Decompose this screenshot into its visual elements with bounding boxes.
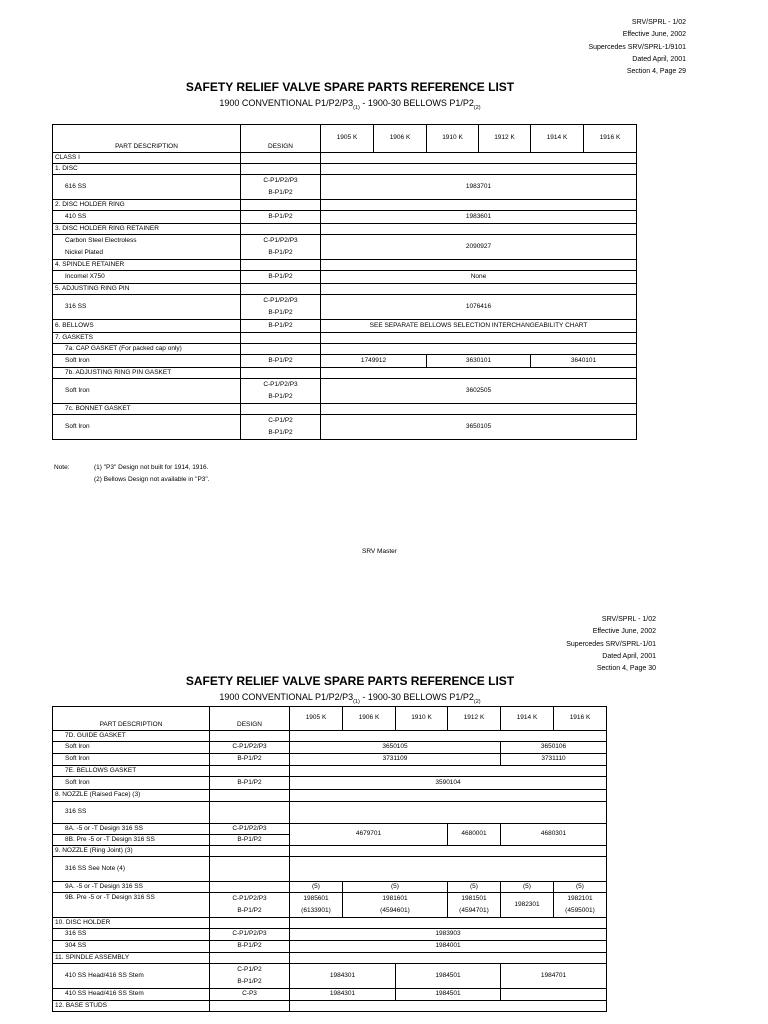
part-number: 1076416 — [321, 295, 637, 320]
material-cell: 316 SS — [53, 802, 210, 824]
material-cell: 316 SS — [53, 295, 241, 320]
part-number: 4679701 — [290, 824, 448, 846]
material-cell: 616 SS — [53, 175, 241, 200]
note-1: (1) "P3" Design not built for 1914, 1916. — [94, 464, 209, 471]
subsection-label: 7b. ADJUSTING RING PIN GASKET — [53, 368, 241, 379]
part-number: (5) — [501, 882, 554, 893]
part-number: 1982101 (4595001) — [554, 893, 607, 918]
part-number: 1985601 (6133901) — [290, 893, 343, 918]
material-cell: Soft Iron — [53, 379, 241, 404]
design-cell: B-P1/P2 — [210, 835, 290, 846]
design-cell: C-P1/P2 B-P1/P2 — [241, 415, 321, 440]
design-cell: C-P1/P2/P3 B-P1/P2 — [241, 175, 321, 200]
design-cell: C-P1/P2/P3 — [210, 742, 290, 754]
col-part-description: PART DESCRIPTION — [53, 125, 241, 153]
col-1910k: 1910 K — [396, 707, 448, 731]
part-number: 4680301 — [501, 824, 607, 846]
parts-table-page2 — [52, 706, 607, 1012]
col-1905k: 1905 K — [290, 707, 343, 731]
design-cell: C-P1/P2 B-P1/P2 — [210, 964, 290, 989]
section-label: 3. DISC HOLDER RING RETAINER — [53, 224, 241, 235]
supercedes: Supercedes SRV/SPRL-1/9101 — [588, 43, 686, 51]
part-number: 3650105 — [290, 742, 501, 754]
page2-header — [566, 614, 656, 675]
design-cell: C-P1/P2/P3 — [210, 929, 290, 941]
subsection-label: 7c. BONNET GASKET — [53, 404, 241, 415]
design-cell: C-P1/P2/P3 — [210, 824, 290, 835]
table-row — [53, 235, 637, 260]
section-label: 2. DISC HOLDER RING — [53, 200, 241, 211]
design-cell: C-P3 — [210, 989, 290, 1001]
design-cell: B-P1/P2 — [241, 211, 321, 224]
col-design: DESIGN — [210, 707, 290, 731]
part-number: 1983701 — [321, 175, 637, 200]
section-label: 7. GASKETS — [53, 333, 241, 344]
part-number: 1984501 — [396, 964, 501, 989]
part-number: 1982301 — [501, 893, 554, 918]
design-cell: B-P1/P2 — [241, 271, 321, 284]
col-1905k: 1905 K — [321, 125, 374, 153]
section-page: Section 4, Page 29 — [626, 68, 686, 76]
part-number: 3731109 — [290, 754, 501, 766]
design-cell: C-P1/P2/P3 B-P1/P2 — [241, 295, 321, 320]
col-design: DESIGN — [241, 125, 321, 153]
part-number: 1983601 — [321, 211, 637, 224]
part-number: 4680001 — [448, 824, 501, 846]
class-label: CLASS I — [53, 153, 241, 164]
table-row — [53, 754, 607, 766]
notes — [94, 462, 210, 485]
design-cell: B-P1/P2 — [210, 941, 290, 953]
part-number: 3640101 — [531, 355, 637, 368]
design-cell: B-P1/P2 — [241, 320, 321, 333]
parts-table-page1 — [52, 124, 637, 440]
part-number: 1981601 (4594601) — [343, 893, 448, 918]
notes-label: Note: — [54, 464, 70, 471]
part-number: 1984301 — [290, 989, 396, 1001]
material-cell: 304 SS — [53, 941, 210, 953]
effective-date: Effective June, 2002 — [592, 628, 656, 636]
col-1906k: 1906 K — [343, 707, 396, 731]
part-number: 1984001 — [290, 941, 607, 953]
col-1906k: 1906 K — [374, 125, 427, 153]
col-1914k: 1914 K — [531, 125, 584, 153]
col-1916k: 1916 K — [554, 707, 607, 731]
table-row — [53, 295, 637, 320]
table-row — [53, 802, 607, 824]
doc-code: SRV/SPRL - 1/02 — [601, 616, 656, 623]
page1-footer: SRV Master — [362, 548, 397, 555]
part-number: 3602505 — [321, 379, 637, 404]
material-cell: 8A. -5 or -T Design 316 SS — [53, 824, 210, 835]
section-label: 4. SPINDLE RETAINER — [53, 260, 241, 271]
subsection-label: 7a. CAP GASKET (For packed cap only) — [53, 344, 241, 355]
table-row — [53, 824, 607, 835]
design-cell: C-P1/P2/P3 B-P1/P2 — [241, 235, 321, 260]
part-number: (5) — [343, 882, 448, 893]
col-1914k: 1914 K — [501, 707, 554, 731]
table-row — [53, 857, 607, 882]
section-label: 9. NOZZLE (Ring Joint) (3) — [53, 846, 210, 857]
table-row — [53, 777, 607, 790]
section-label: 5. ADJUSTING RING PIN — [53, 284, 241, 295]
page1-title: SAFETY RELIEF VALVE SPARE PARTS REFERENCE LIST — [185, 80, 515, 94]
material-cell: 8B. Pre -5 or -T Design 316 SS — [53, 835, 210, 846]
table-row — [53, 175, 637, 200]
part-number: 1984301 — [290, 964, 396, 989]
material-cell: Soft Iron — [53, 742, 210, 754]
col-1912k: 1912 K — [479, 125, 531, 153]
subsection-label: 7E. BELLOWS GASKET — [53, 766, 210, 777]
material-cell: Soft Iron — [53, 754, 210, 766]
table-row — [53, 271, 637, 284]
section-label: 10. DISC HOLDER — [53, 918, 210, 929]
material-cell: Soft Iron — [53, 415, 241, 440]
col-1912k: 1912 K — [448, 707, 501, 731]
design-cell: B-P1/P2 — [210, 754, 290, 766]
design-cell: C-P1/P2/P3 B-P1/P2 — [241, 379, 321, 404]
page2-title: SAFETY RELIEF VALVE SPARE PARTS REFERENCE LIST — [185, 674, 515, 688]
table-row — [53, 355, 637, 368]
material-cell: 9A. -5 or -T Design 316 SS — [53, 882, 210, 893]
material-cell: Soft Iron — [53, 355, 241, 368]
section-label: 8. NOZZLE (Raised Face) (3) — [53, 790, 210, 802]
table-row — [53, 989, 607, 1001]
effective-date: Effective June, 2002 — [622, 31, 686, 39]
part-number: 3650105 — [321, 415, 637, 440]
design-cell: B-P1/P2 — [241, 355, 321, 368]
part-number: 2090927 — [321, 235, 637, 260]
material-cell: 410 SS — [53, 211, 241, 224]
subsection-label: 7D. GUIDE GASKET — [53, 731, 210, 742]
material-cell: 316 SS — [53, 929, 210, 941]
page2-subtitle: 1900 CONVENTIONAL $P1/P2/P3_{(1)} - 1900-30$ BELLOWS $P1/P2_{(2)}$ — [219, 692, 481, 705]
part-number: 1981501 (4594701) — [448, 893, 501, 918]
supercedes: Supercedes SRV/SPRL-1/01 — [566, 640, 656, 648]
part-number: (5) — [448, 882, 501, 893]
table-row — [53, 893, 607, 918]
section-label: 11. SPINDLE ASSEMBLY — [53, 953, 210, 964]
material-cell: Carbon Steel Electroless Nickel Plated — [53, 235, 241, 260]
header-row — [53, 707, 607, 731]
part-number: None — [321, 271, 637, 284]
page1-header — [588, 17, 686, 78]
material-cell: Soft Iron — [53, 777, 210, 790]
part-number: 1983903 — [290, 929, 607, 941]
part-number: (5) — [290, 882, 343, 893]
table-row — [53, 964, 607, 989]
part-number: SEE SEPARATE BELLOWS SELECTION INTERCHANGEABILITY CHART — [321, 320, 637, 333]
material-cell: 316 SS See Note (4) — [53, 857, 210, 882]
material-cell: 9B. Pre -5 or -T Design 316 SS — [53, 893, 210, 918]
table-row — [53, 379, 637, 404]
section-label: 6. BELLOWS — [53, 320, 241, 333]
section-page: Section 4, Page 30 — [596, 665, 656, 673]
section-label: 12. BASE STUDS — [53, 1001, 210, 1012]
part-number: 3630101 — [427, 355, 531, 368]
part-number: 1749912 — [321, 355, 427, 368]
design-cell: C-P1/P2/P3 B-P1/P2 — [210, 893, 290, 918]
doc-code: SRV/SPRL - 1/02 — [631, 19, 686, 26]
part-number: 1984701 — [501, 964, 607, 989]
part-number: 3650106 — [501, 742, 607, 754]
dated: Dated April, 2001 — [602, 652, 656, 660]
part-number: 3731110 — [501, 754, 607, 766]
table-row — [53, 211, 637, 224]
col-1916k: 1916 K — [584, 125, 637, 153]
part-number: 1984501 — [396, 989, 501, 1001]
material-cell: Incomel X750 — [53, 271, 241, 284]
table-row — [53, 929, 607, 941]
col-part-description: PART DESCRIPTION — [53, 707, 210, 731]
part-number: 3590104 — [290, 777, 607, 790]
design-cell: B-P1/P2 — [210, 777, 290, 790]
page1-subtitle: 1900 CONVENTIONAL $P1/P2/P3_{(1)} - 1900-30$ BELLOWS $P1/P2_{(2)}$ — [219, 98, 481, 111]
note-2: (2) Bellows Design not available in "P3". — [94, 475, 210, 483]
table-row — [53, 882, 607, 893]
material-cell: 410 SS Head/416 SS Stem — [53, 989, 210, 1001]
part-number: (5) — [554, 882, 607, 893]
table-row — [53, 941, 607, 953]
dated: Dated April, 2001 — [632, 55, 686, 63]
col-1910k: 1910 K — [427, 125, 479, 153]
table-row — [53, 415, 637, 440]
table-row — [53, 742, 607, 754]
table-row — [53, 320, 637, 333]
material-cell: 410 SS Head/416 SS Stem — [53, 964, 210, 989]
header-row — [53, 125, 637, 153]
section-label: 1. DISC — [53, 164, 241, 175]
